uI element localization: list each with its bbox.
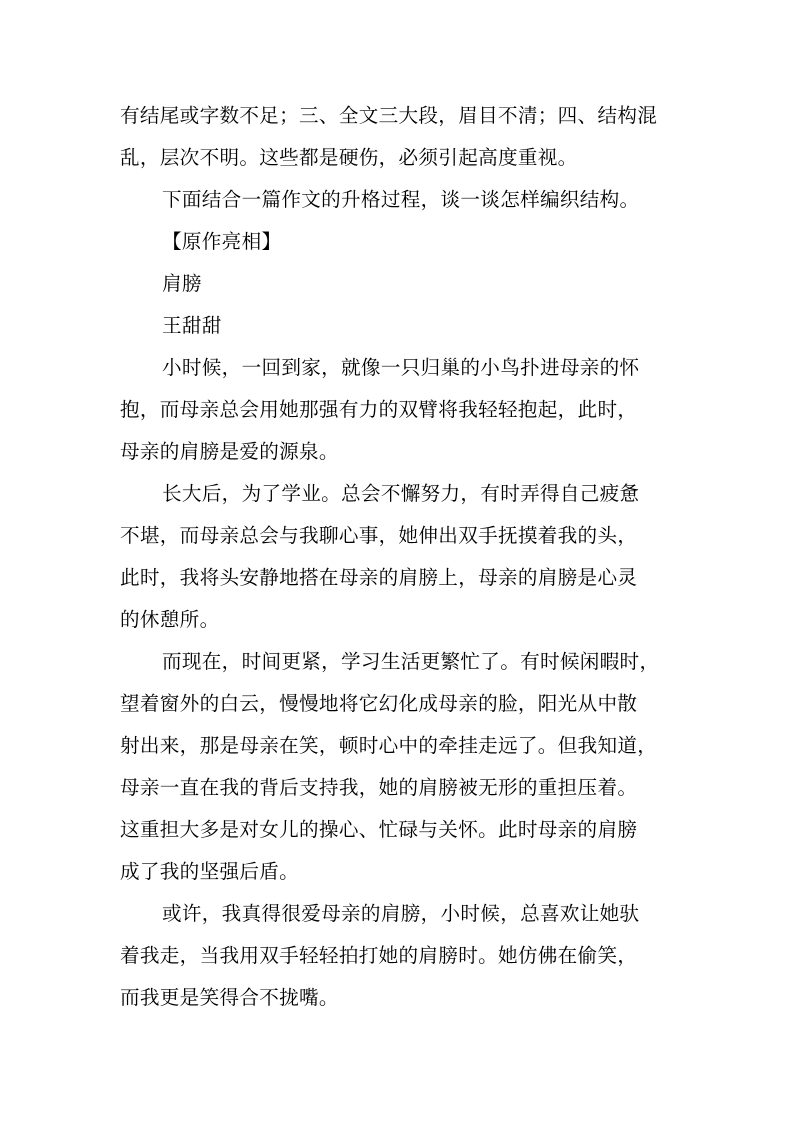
essay-title: 肩膀 xyxy=(162,272,202,295)
section-heading: 【原作亮相】 xyxy=(162,230,282,253)
text-line: 这重担大多是对女儿的操心、忙碌与关怀。此时母亲的肩膀 xyxy=(120,818,638,841)
text-line: 射出来，那是母亲在笑，顿时心中的牵挂走远了。但我知道， xyxy=(120,734,658,757)
text-line: 母亲一直在我的背后支持我，她的肩膀被无形的重担压着。 xyxy=(120,776,638,799)
text-line: 小时候，一回到家，就像一只归巢的小鸟扑进母亲的怀 xyxy=(162,356,640,379)
text-line: 而现在，时间更紧，学习生活更繁忙了。有时候闲暇时， xyxy=(162,650,660,673)
text-line: 母亲的肩膀是爱的源泉。 xyxy=(120,440,339,463)
text-line: 有结尾或字数不足；三、全文三大段，眉目不清；四、结构混 xyxy=(120,104,658,127)
text-line: 长大后，为了学业。总会不懈努力，有时弄得自己疲惫 xyxy=(162,482,640,505)
text-line: 成了我的坚强后盾。 xyxy=(120,860,300,883)
text-line: 的休憩所。 xyxy=(120,608,220,631)
text-line: 而我更是笑得合不拢嘴。 xyxy=(120,986,339,1009)
text-line: 此时，我将头安静地搭在母亲的肩膀上，母亲的肩膀是心灵 xyxy=(120,566,638,589)
text-line: 望着窗外的白云，慢慢地将它幻化成母亲的脸，阳光从中散 xyxy=(120,692,638,715)
text-line: 乱，层次不明。这些都是硬伤，必须引起高度重视。 xyxy=(120,146,578,169)
text-line: 下面结合一篇作文的升格过程，谈一谈怎样编织结构。 xyxy=(162,188,640,211)
essay-author: 王甜甜 xyxy=(162,314,222,337)
text-line: 不堪，而母亲总会与我聊心事，她伸出双手抚摸着我的头， xyxy=(120,524,638,547)
text-line: 或许，我真得很爱母亲的肩膀，小时候，总喜欢让她驮 xyxy=(162,902,640,925)
text-line: 着我走，当我用双手轻轻拍打她的肩膀时。她仿佛在偷笑， xyxy=(120,944,638,967)
text-line: 抱，而母亲总会用她那强有力的双臂将我轻轻抱起，此时， xyxy=(120,398,638,421)
